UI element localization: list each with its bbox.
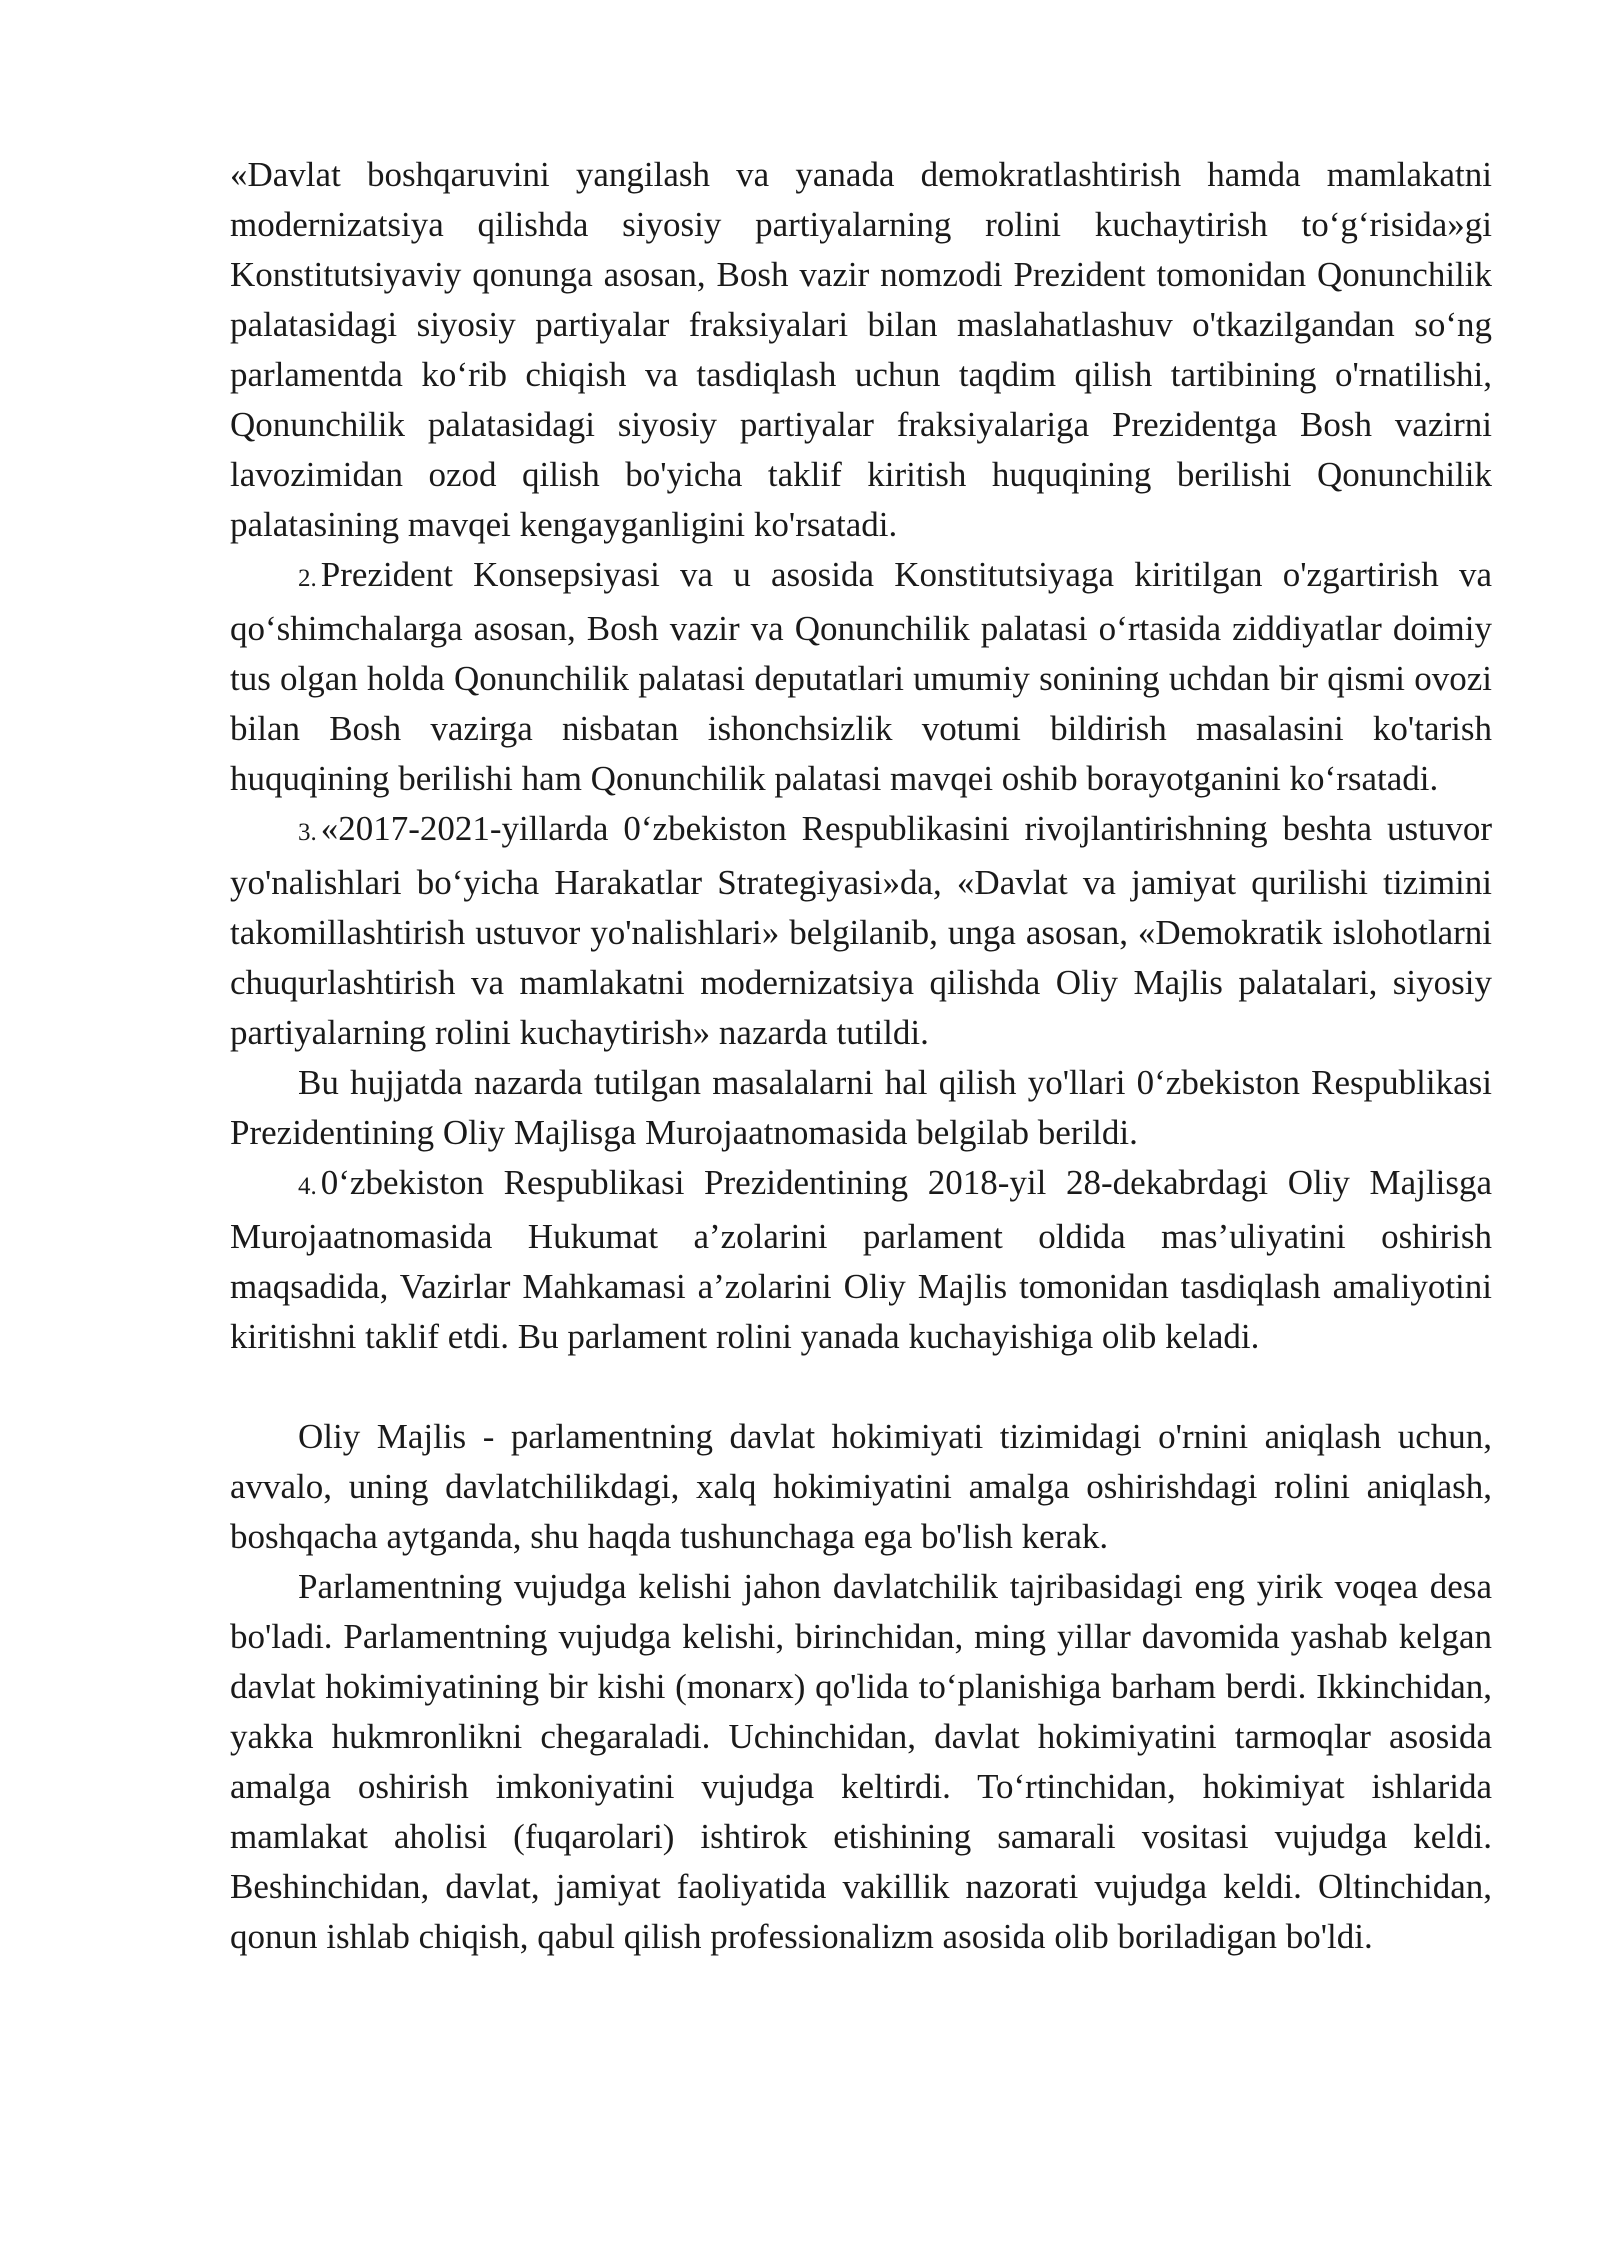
paragraph-text: Bu hujjatda nazarda tutilgan masalalarni hal qilish yo'llari 0‘zbekiston Respublikasi Prezidentining Oliy Majlisga Murojaatnomasida belgilab berildi. bbox=[230, 1063, 1492, 1152]
paragraph-1 bbox=[230, 150, 1492, 550]
document-page bbox=[230, 150, 1492, 1962]
paragraph-text: Parlamentning vujudga kelishi jahon davlatchilik tajribasidagi eng yirik voqea desa bo'ladi. Parlamentning vujudga kelishi, birinchidan, ming yillar davomida yashab kelgan davlat hokimiyatining bir kishi (monarx) qo'lida to‘planishiga barham berdi. Ikkinchidan, yakka hukmronlikni chegaraladi. Uchinchidan, davlat hokimiyatini tarmoqlar asosida amalga oshirish imkoniyatini vujudga keltirdi. To‘rtinchidan, hokimiyat ishlarida mamlakat aholisi (fuqarolari) ishtirok etishining samarali vositasi vujudga keldi. Beshinchidan, davlat, jamiyat faoliyatida vakillik nazorati vujudga keldi. Oltinchidan, qonun ishlab chiqish, qabul qilish professionalizm asosida olib boriladigan bo'ldi. bbox=[230, 1567, 1492, 1956]
paragraph-4 bbox=[230, 1058, 1492, 1158]
list-number: 4. bbox=[298, 1173, 317, 1200]
paragraph-text: 0‘zbekiston Respublikasi Prezidentining 2018-yil 28-dekabrdagi Oliy Majlisga Murojaatnomasida Hukumat a’zolarini parlament oldida mas’uliyatini oshirish maqsadida, Vazirlar Mahkamasi a’zolarini Oliy Majlis tomonidan tasdiqlash amaliyotini kiritishni taklif etdi. Bu parlament rolini yanada kuchayishiga olib keladi. bbox=[230, 1163, 1492, 1356]
paragraph-text: Prezident Konsepsiyasi va u asosida Konstitutsiyaga kiritilgan o'zgartirish va qo‘shimchalarga asosan, Bosh vazir va Qonunchilik palatasi o‘rtasida ziddiyatlar doimiy tus olgan holda Qonunchilik palatasi deputatlari umumiy sonining uchdan bir qismi ovozi bilan Bosh vazirga nisbatan ishonchsizlik votumi bildirish masalasini ko'tarish huquqining berilishi ham Qonunchilik palatasi mavqei oshib borayotganini ko‘rsatadi. bbox=[230, 555, 1492, 798]
paragraph-2 bbox=[230, 550, 1492, 804]
list-number: 3. bbox=[298, 819, 317, 846]
paragraph-7 bbox=[230, 1562, 1492, 1962]
paragraph-text: «2017-2021-yillarda 0‘zbekiston Respublikasini rivojlantirishning beshta ustuvor yo'nalishlari bo‘yicha Harakatlar Strategiyasi»da, «Davlat va jamiyat qurilishi tizimini takomillashtirish ustuvor yo'nalishlari» belgilanib, unga asosan, «Demokratik islohotlarni chuqurlashtirish va mamlakatni modernizatsiya qilishda Oliy Majlis palatalari, siyosiy partiyalarning rolini kuchaytirish» nazarda tutildi. bbox=[230, 809, 1492, 1052]
paragraph-3 bbox=[230, 804, 1492, 1058]
list-number: 2. bbox=[298, 565, 317, 592]
paragraph-text: Oliy Majlis - parlamentning davlat hokimiyati tizimidagi o'rnini aniqlash uchun, avvalo, uning davlatchilikdagi, xalq hokimiyatini amalga oshirishdagi rolini aniqlash, boshqacha aytganda, shu haqda tushunchaga ega bo'lish kerak. bbox=[230, 1417, 1492, 1556]
paragraph-text: «Davlat boshqaruvini yangilash va yanada demokratlashtirish hamda mamlakatni modernizatsiya qilishda siyosiy partiyalarning rolini kuchaytirish to‘g‘risida»gi Konstitutsiyaviy qonunga asosan, Bosh vazir nomzodi Prezident tomonidan Qonunchilik palatasidagi siyosiy partiyalar fraksiyalari bilan maslahatlashuv o'tkazilgandan so‘ng parlamentda ko‘rib chiqish va tasdiqlash uchun taqdim qilish tartibining o'rnatilishi, Qonunchilik palatasidagi siyosiy partiyalar fraksiyalariga Prezidentga Bosh vazirni lavozimidan ozod qilish bo'yicha taklif kiritish huquqining berilishi Qonunchilik palatasining mavqei kengayganligini ko'rsatadi. bbox=[230, 155, 1492, 544]
paragraph-5 bbox=[230, 1158, 1492, 1362]
paragraph-6 bbox=[230, 1412, 1492, 1562]
